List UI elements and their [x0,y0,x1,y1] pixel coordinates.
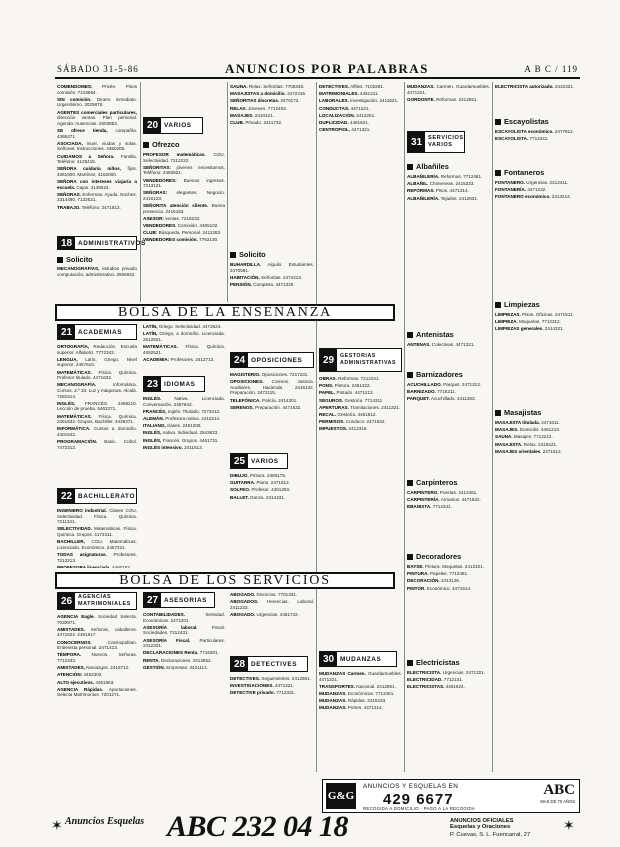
classified-ad: CENTROFIOL. 4471321. [319,127,371,133]
classified-ad: SEÑORA cuidaría niños, fijos. 4361500. Martínez, 4162000. [57,166,137,177]
classified-ad: MECANOGRAFÍA. Informática. Cursos. 2.º 33. Luz y máquinas. Alcalá. 7281514. [57,382,137,399]
classified-ad: BAYSE. Pintura. Moquetas. 2412321. [407,564,484,569]
section-number: 29 [320,349,337,371]
classified-ad: RELAX. Jóvenes. 7712403. [230,105,287,111]
section-title: ACADEMIAS [78,328,123,336]
subhead-limpiezas: Limpiezas [495,300,540,309]
text-column [143,152,225,302]
classified-ad: DIBUJO. Pintura. 2480175. [230,473,287,478]
classified-ad: SEÑORAS. Enfermas. Ayuda. Noches. 2314480. 7132521. [57,191,137,203]
gg-phone: 429 6677 [383,791,454,808]
classified-ad: ASESORÍA laboral. Fiscal. Sociedades. 7212431. [143,624,225,636]
classified-ad: MUDANZAS. Carmen. Guardamuebles. 4471221. [407,84,490,95]
text-column [407,490,490,548]
section-title: MUDANZAS [340,655,382,663]
bullet-square-icon [495,302,501,308]
subhead-decoradores: Decoradores [407,552,461,561]
section-number: 28 [231,657,248,671]
classified-ad: ELECTRICISTA. Urgencias. 2471321. [407,670,486,675]
section-number: 25 [231,454,248,468]
classified-ad: INVESTIGACIONES. 4471321. [230,683,295,689]
classified-ad: MASAJISTAS a domicilio. 2472316. [230,91,307,97]
classified-ad: MASAJISTA titulada. 2471611. [495,420,561,425]
classified-ad: MATRIMONIALES. 4451211. [319,91,379,97]
subhead-solicito: Solicito [57,255,93,264]
classified-ad: INGENIERO industrial. Clases COU. Selectividad. Física. Química. 7211341. [57,508,137,525]
classified-ad: CUIDAMOS a Señora. Familia. Teléfono: 4125415. [57,153,137,165]
classified-ad: AMISTADES. Señoras, caballeros. 4471622. 2491817. [57,626,137,638]
text-column [407,564,490,654]
classified-ad: SELECTIVIDAD. Matemáticas. Física. Química. Grupos. 4172311. [57,526,137,537]
classified-ad: DUPLICIDAD. 4461621. [319,119,370,125]
classified-ad: GORDONTE. Reformas. 2412651. [407,96,478,102]
section-number: 23 [144,377,161,391]
classified-ad: ACADEMIA: Profesores. 2412712. [143,356,215,362]
classified-ad: RECAL. Gestoría. 4451612. [319,411,377,417]
classified-ad: EBANISTA. 7712341. [407,504,452,510]
classified-ad: INGLÉS, FRANCÉS. 2459210. Lección de prueba. 5463271. [57,400,137,412]
classified-ad: AGENCIA Rápidas. Aportaciones. Selecta Matrimonios. 7201271. [57,686,137,698]
classified-ad: MATEMÁTICAS. Física. Química. 4452521. [143,343,225,355]
section-title: ASESORIAS [164,596,208,604]
classified-ad: VENDEDORES. Comisión. 4465102. [143,223,219,229]
bullet-square-icon [143,142,149,148]
text-column [230,84,314,244]
subhead-antenistas: Antenistas [407,330,454,339]
classified-ad: SEÑORA con intereses viajaría a escuela. Cajas. 2136524. [57,179,137,190]
section-number: 27 [144,593,161,607]
classified-ad: CARPINTERÍA. Armarios. 4471632. [407,497,481,503]
abc-phone-number: ABC 232 04 18 [167,810,349,843]
classified-ad: ELECTRICIDAD. 7712131. [407,677,463,683]
classified-ad: BALLET. Danza. 2414431. [230,494,286,500]
classified-ad: PROGRAMACIÓN. Basic. Cobol. 7472312. [57,439,137,450]
classified-ad: PINTURA. Papeles. 7712451. [407,571,469,577]
classified-ad: GESTIÓN. Empresas. 4421112. [143,664,208,670]
classified-ad: ALBAÑILERÍA. Reformas. 7712461. [407,174,483,179]
classified-ad: BUHARDILLA. Alquilo. Estudiantes. 2470581. [230,262,314,273]
classified-ad: OBRAS. Reformas. 7212241. [319,376,380,381]
classified-ad: ABOGADOS. Herencias. Laboral. 2411233. [230,599,314,610]
section-title: OPOSICIONES [251,356,303,364]
agency-address: P. Cuevas, S. L. Fuencarral, 27 [450,832,531,838]
classified-ad: ESCAYOLISTA. 7712341. [495,136,549,142]
bullet-square-icon [407,164,413,170]
section-box-30 [319,651,397,667]
section-number: 21 [58,325,75,339]
classified-ad: BARNIZADO. 7716211. [407,389,456,395]
gg-subline: RECOGIDA A DOMICILIO · PAGO A LA RECOGIDA [363,806,476,811]
classified-ad: LIMPIEZAS. Pisos. Oficinas. 2471511. [495,312,574,317]
classified-ad: SERENOS. Preparación. 4471632. [230,404,302,410]
classified-ad: BACHILLER, COU, Matemáticas. Licenciado. Económico. 2457221. [57,539,137,550]
classified-ad: SIN comisión. Dinero inmediato. Urgentísimo. 2025878. [57,96,137,108]
classified-ad: HABITACIÓN. Señoritas. 2474213. [230,274,303,280]
classified-ad: SEÑORITAS: jóvenes necesitamos. Teléfono: 2450921. [143,164,225,176]
text-column [230,676,314,772]
text-column [230,324,314,348]
classified-ad: ABOGADO. Divorcios. 7701331. [230,592,298,597]
classified-ad: IMPUESTOS. 2412316. [319,426,368,432]
classified-ad: INGLÉS. Nativa. Licenciada. Conversación. 2457642. [143,396,225,407]
classified-ad: FONTANERO. Urgencias. 2412411. [495,180,569,185]
subhead-electricistas: Electricistas [407,658,460,667]
column-rule [140,82,141,302]
bullet-square-icon [495,410,501,416]
section-title: VARIOS [251,457,279,465]
classified-ad: ACUCHILLADO. Parquet. 2471313. [407,382,482,387]
subhead-carpinteros: Carpinteros [407,478,457,487]
classified-ad: SE ofrece tienda, compañía. 4365471. [57,127,137,139]
section-box-28 [230,656,308,672]
classified-ad: TRANSPORTES. Nacional. 2412651. [319,683,396,689]
classified-ad: VENDEDORES: Buenos ingresos. 7213121. [143,177,225,189]
text-column [407,84,490,128]
bullet-square-icon [407,480,413,486]
classified-ad: INFORMÁTICA. Cursos a domicilio. 4401542. [57,426,137,437]
bullet-square-icon [57,257,63,263]
classified-ad: REFORMAS. Pisos. 4471314. [407,188,469,194]
text-column [57,614,137,772]
section-title: GESTORIAS ADMINISTRATIVAS [340,353,397,366]
text-column [143,396,225,568]
classified-ad: SAUNA. Masajes. 7712212. [495,434,553,440]
classified-ad: PROFESORA licenciada. 4460163. [57,564,132,568]
classified-ad: ANTENAS. Colectivas. 4471321. [407,342,475,347]
column-rule [227,82,228,302]
classified-ad: LIMPIEZAS generales. 2414321. [495,326,564,332]
classified-ad: ALTO ejecutivos. 4461663. [57,679,115,685]
classified-ad: LATÍN, Griego. Selectividad. 4472624. [143,324,222,329]
section-title: BACHILLERATO [78,492,136,500]
bullet-square-icon [407,332,413,338]
classified-ad: PERMISOS. Conducir. 2471632. [319,419,386,425]
text-column [319,376,402,648]
classified-ad: DECORACIÓN. 2413126. [407,578,461,584]
classified-ad: MUDANZAS. Económicas. 7712461. [319,690,395,696]
gg-logo: G&G [326,783,356,809]
classified-ad: CLUB. Privado. 2411732. [230,119,283,125]
classified-ad: ESCAYOLISTA económico. 2477812. [495,129,574,134]
classified-ad: MATEMÁTICAS. Física. Química. Profesor titulado. 4471632. [57,369,137,381]
text-column [407,670,490,772]
classified-ad: SEGUROS. Gestoría. 7714311. [319,397,384,403]
classified-ad: PROFESOR matemáticas. COU. Selectividad. 7212222. [143,152,225,163]
abc-logo: ABC [543,782,575,798]
section-box-27 [143,592,215,608]
text-column [230,473,314,568]
subhead-ofrezco: Ofrezco [143,140,180,149]
classified-ad: MASAJES. 2410421. [230,112,274,118]
classified-ad: COMENDOMES: Privée. Pisos comisión. 7218684. [57,84,137,95]
classified-ad: SEÑORITA atención cliente. Buena presencia. 2415163. [143,203,225,214]
text-column [407,342,490,368]
text-column [143,84,225,114]
classified-ad: DETECTIVES. Alfiles. 7102281. [319,84,385,89]
classified-ad: DETECTIVE privado. 7712331. [230,690,296,696]
section-number: 20 [144,118,161,133]
bullet-square-icon [407,554,413,560]
column-rule [492,82,493,772]
classified-ad: TRABAJO. Teléfono: 2471813. [57,204,121,210]
section-number: 24 [231,353,248,367]
classified-ad: ASESOR: ventas. 7216232. [143,215,201,221]
classified-ad: RENTA. Declaraciones. 2413652. [143,657,212,663]
classified-ad: LENGUA, Latín, Griego. Nivel superior. 2457610. [57,356,137,368]
section-title: VARIOS [164,122,192,129]
bullet-square-icon [407,372,413,378]
section-box-21 [57,324,137,340]
section-title: ADMINISTRATIVOS [78,239,146,247]
section-box-29 [319,348,402,372]
classified-ad: INGLÉS, Francés. Grupos. 4461731. [143,437,219,443]
classified-ad: AGENTES comerciales particulares, dirección ventas. Plan personal. Agenda: Ausencias. 2503853. [57,109,137,126]
classified-ad: ALBAÑIL. Chimeneas. 2415233. [407,181,475,187]
bullet-square-icon [407,660,413,666]
subhead-barnizadores: Barnizadores [407,370,463,379]
text-column [57,266,137,300]
section-title: AGENCIAS MATRIMONIALES [78,594,131,607]
classified-ad: GUITARRA. Piano. 2471612. [230,480,290,486]
classified-ad: ALEMÁN. Profesora nativa. 2412214. [143,415,221,421]
text-column [495,180,579,296]
subhead-solicito: Solicito [230,250,266,259]
section-title: SERVICIOS VARIOS [428,135,464,148]
column-rule [404,82,405,772]
section-number: 26 [58,593,75,609]
classified-ad: INGLÉS, nativa. Individual. 2543623. [143,430,219,436]
section-banner-ensenanza: BOLSA DE LA ENSEÑANZA [55,304,395,321]
header-section-title: ANUNCIOS POR PALABRAS [225,61,429,76]
classified-ad: MUDANZAS. Rápidas. 2415233. [319,698,387,704]
classified-ad: VENDEDORES comisión. 7762130. [143,237,219,243]
section-box-20 [143,117,203,134]
text-column [57,508,137,568]
section-number: 31 [408,132,425,152]
classified-ad: ATENCIÓN: 4452302. [57,672,103,678]
classified-ad: SEÑORITAS discretas. 2470172. [230,98,300,104]
text-column [319,84,402,346]
section-title: IDIOMAS [164,380,196,388]
section-title: DETECTIVES [251,660,298,668]
classified-ad: PAPEL. Pintado. 4471213. [319,390,374,396]
classified-ad: TODAS asignaturas. Profesores. 7212213. [57,551,137,563]
classified-ad: SAUNA. Relax. Señoritas. 7708348. [230,84,305,89]
classified-ad: SEÑORAS: elegantes. Negocio. 2416123. [143,190,225,201]
section-box-18 [57,236,146,250]
section-box-24 [230,352,314,368]
classified-ad: LIMPIEZA. Moquetas. 7712312. [495,319,561,325]
text-column [57,344,137,486]
section-box-26 [57,592,137,610]
section-banner-servicios: BOLSA DE LOS SERVICIOS [55,572,395,589]
gg-advertisement [322,779,580,813]
classified-ad: LATÍN, Griego, a domicilio. Licenciada. 2512521. [143,331,225,342]
column-rule [316,82,317,772]
classified-ad: ALBAÑILERÍA. Tejados. 2412631. [407,195,479,201]
classified-ad: MUDANZAS Carmen. Guardamuebles. 4471221. [319,671,402,682]
classified-ad: ORTOGRAFÍA, Redacción. Escuela superior. Alfabetiz. 7772343. [57,344,137,355]
anuncios-oficiales-label: ANUNCIOS OFICIALES Esquelas y Oraciones [450,818,514,831]
classified-ad: MASAJES. Domicilio. 4461213. [495,427,561,433]
subhead-masajistas: Masajistas [495,408,541,417]
classified-ad: PENSIÓN. Completa. 4471320. [230,281,295,287]
section-box-31 [407,131,465,153]
section-box-23 [143,376,205,392]
anuncios-esquelas-label: Anuncios Esquelas [65,816,145,827]
bullet-square-icon [495,170,501,176]
text-column [230,262,314,302]
classified-ad: AMISTADES, Noviazgos. 2416712. [57,665,130,671]
text-column [495,312,579,404]
classified-ad: INGLÉS intensivo. 2411513. [143,444,203,450]
text-column [143,612,225,772]
classified-ad: FONTANERÍA. 4471232. [495,187,547,193]
text-column [495,420,579,772]
bullet-square-icon [230,252,236,258]
classified-ad: PONS. Pintura. 2461322. [319,383,371,389]
subhead-escayolistas: Escayolistas [495,117,549,126]
bottom-advertisement [51,810,580,843]
page-header [55,63,580,79]
classified-ad: APERTURAS. Tramitaciones. 2411321. [319,404,401,410]
classified-ad: MUDANZAS. Portes. 4471314. [319,705,383,711]
classified-ad: SOLFEO. Profesor. 4461253. [230,487,291,493]
classified-ad: AGENCIA Eagle. Sociedad Selecta. 7030871. [57,614,137,625]
star-icon: ✶ [51,817,63,833]
text-column [230,372,314,450]
classified-ad: DETECTIVES. Seguimientos. 2412561. [230,676,311,681]
section-number: 22 [58,489,75,503]
bullet-square-icon [495,119,501,125]
classified-ad: ABOGADO. Urgencias. 4461732. [230,611,299,617]
classified-ad: OPOSICIONES. Correos. Justicia. Auxiliares. Hacienda. 2416132. Preparación. 2472115. [230,379,314,396]
abc-tagline: MAS DE 70 AÑOS [540,799,575,804]
classified-ad: CONOCERNOS. Cosmopolitan. Entrevista personal. 2471413. [57,639,137,651]
classified-ad: CARPINTERO. Puertas. 2412461. [407,490,478,495]
text-column [495,129,579,163]
classified-ad: ASOCIADA, muer, viudas y solas. Señoras: Instrucciones. 4450205. [57,140,137,152]
classified-ad: MAGISTERIO. Oposiciones. 7217231. [230,372,309,377]
classified-ad: ELECTRICISTAS. 4451624. [407,684,465,690]
text-column [319,671,402,773]
classified-ad: CONTABILIDADES. Seriedad. Económicas. 2471201. [143,612,225,623]
header-date: SÁBADO 31-5-86 [57,64,139,74]
classified-ad: MASAJISTA. Relax. 2418421. [495,441,558,447]
section-number: 30 [320,652,337,666]
classified-ad: FONTANERO económico. 2413214. [495,194,571,200]
classified-ad: FRANCÉS, Inglés. Titulado. 7273413. [143,408,221,414]
classified-ad: CLUB: Búsqueda. Personal. 2411263. [143,230,222,236]
classified-ad: PINTOR. Económico. 4471614. [407,585,472,591]
subhead-fontaneros: Fontaneros [495,168,544,177]
classified-ad: TELEFÓNICA. Policía. 2414301. [230,397,298,403]
gg-headline: ANUNCIOS Y ESQUELAS EN [363,783,459,790]
text-column [407,174,490,324]
header-page-number: A B C / 119 [524,64,578,74]
classified-ad: ITALIANO, clases. 2461206. [143,423,202,429]
classified-ad: CONDUCTAS. 4471221. [319,105,370,111]
classified-ad: LOCALIZACIÓN. 2413251. [319,112,376,118]
classified-ad: MATEMÁTICAS. Física. Química. 2451632. Grupos. Bachiller. 4429371. [57,413,137,425]
star-icon: ✶ [563,817,575,833]
classified-ad: ELECTRICISTA autorizado. 2442321. [495,84,575,89]
classified-ad: ASESORÍA Fiscal. Particulares. 2412321. [143,637,225,649]
section-box-25 [230,453,288,469]
classified-ad: TÉMPORA. Nuevos. Señoras. 7712433. [57,652,137,663]
classified-ad: DECLARACIONES Renta. 7716301. [143,650,219,656]
section-number: 18 [58,237,75,249]
subhead-albaniles: Albañiles [407,162,449,171]
section-box-22 [57,488,137,504]
text-column [407,382,490,472]
classified-ad: MASAJES orientales. 2471512. [495,448,562,454]
text-column [495,84,579,112]
classified-ad: MECANOGRAFÍAS, estudios privado computación, administrativo. 2506632. [57,266,137,277]
classified-ad: LABORALES. Investigación. 2411621. [319,98,399,104]
classified-ad: PARQUET. Acuchillado. 4411263. [407,396,476,402]
text-column [230,592,314,652]
text-column [143,324,225,372]
text-column [57,84,137,236]
